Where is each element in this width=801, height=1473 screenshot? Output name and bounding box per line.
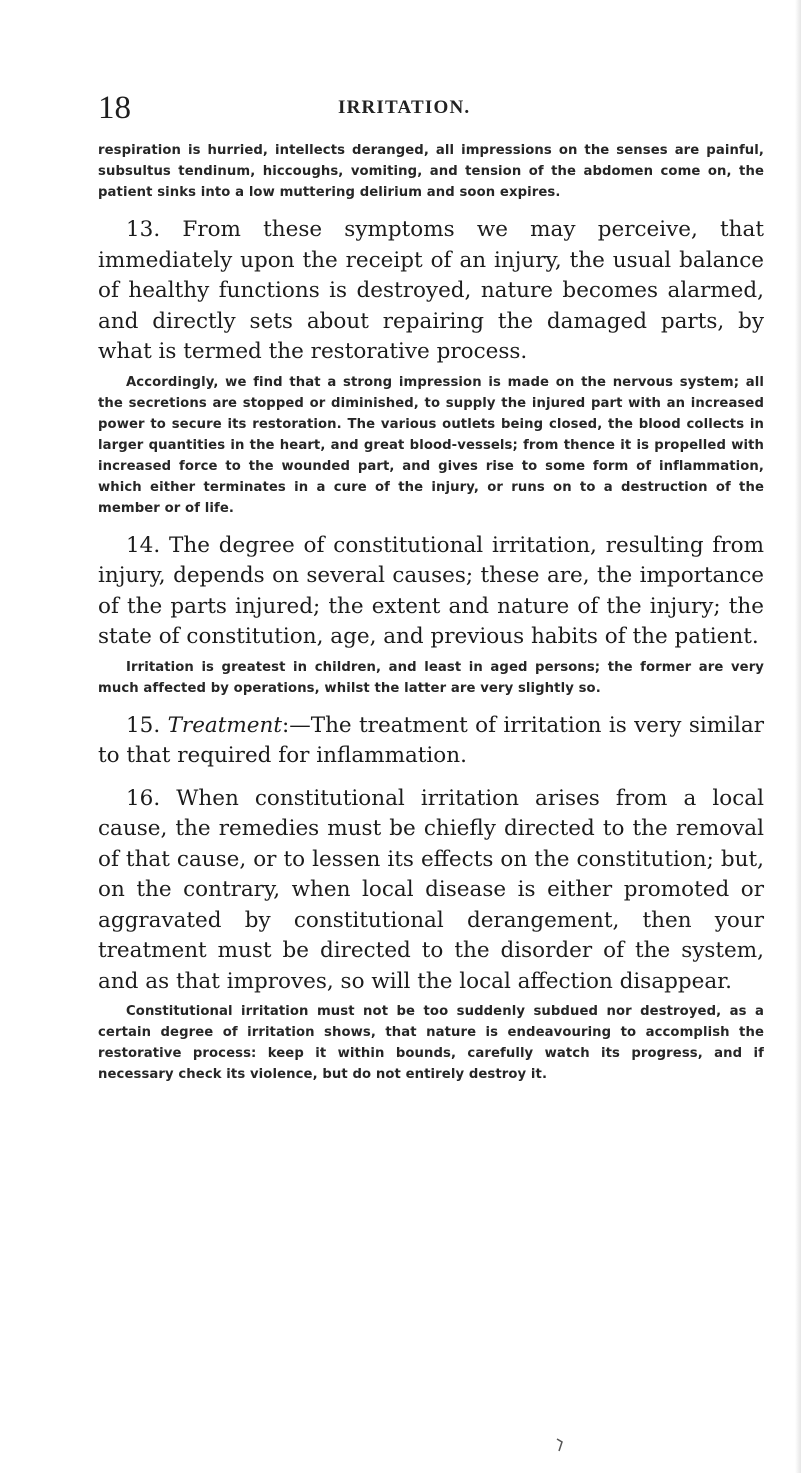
paragraph-15-text: :—The treatment of irritation is very similar to that required for inflammation. — [98, 712, 764, 768]
paragraph-accordingly: Accordingly, we find that a strong impression is made on the nervous system; all the secretions are stopped or diminished, to supply the injured part with an increased power to secure its restoration. The various outlets being closed, the blood collects in larger quantities in the heart, and great blood-vessels; from thence it is propelled with increased force to the wounded part, and gives rise to some form of inflammation, which either terminates in a cure of the injury, or runs on to a destruction of the member or of life. — [98, 374, 764, 516]
paragraph-constitutional: Constitutional irritation must not be too suddenly subdued nor destroyed, as a certain degree of irritation shows, that nature is endeavouring to accomplish the restorative process: keep it within bounds, carefully watch its progress, and if necessary check its violence, but do not entirely destroy it. — [98, 1004, 764, 1082]
running-title: IRRITATION. — [338, 97, 471, 118]
paragraph-16: 16. When constitutional irritation arises from a local cause, the remedies must be chiefly directed to the removal of that cause, or to lessen its effects on the constitution; but, on the contrary, when local disease is either promoted or aggravated by constitutional derangement, then your treatment must be directed to the disorder of the system, and as that improves, so will the local affection disappear. — [98, 785, 764, 994]
body-text — [98, 140, 764, 1085]
paragraph-15 — [98, 711, 764, 772]
page-number: 18 — [98, 90, 131, 126]
paragraph-irritation-age: Irritation is greatest in children, and least in aged persons; the former are very much affected by operations, whilst the latter are very slightly so. — [98, 659, 764, 696]
paragraph-15-number: 15. — [126, 712, 161, 738]
scan-edge-shadow — [795, 0, 801, 1473]
paragraph-13: 13. From these symptoms we may perceive, that immediately upon the receipt of an injury, the usual balance of healthy functions is destroyed, nature becomes alarmed, and directly sets about repairing the damaged parts, by what is termed the restorative process. — [98, 217, 764, 364]
paragraph-respiration: respiration is hurried, intellects deranged, all impressions on the senses are painful, subsultus tendinum, hiccoughs, vomiting, and tension of the abdomen come on, the patient sinks into a low muttering delirium and soon expires. — [98, 143, 764, 200]
ink-speck — [556, 1438, 564, 1452]
treatment-heading: Treatment — [167, 712, 282, 738]
running-head — [98, 88, 758, 128]
paragraph-14: 14. The degree of constitutional irritation, resulting from injury, depends on several causes; these are, the importance of the parts injured; the extent and nature of the injury; the state of constitution, age, and previous habits of the patient. — [98, 532, 764, 649]
